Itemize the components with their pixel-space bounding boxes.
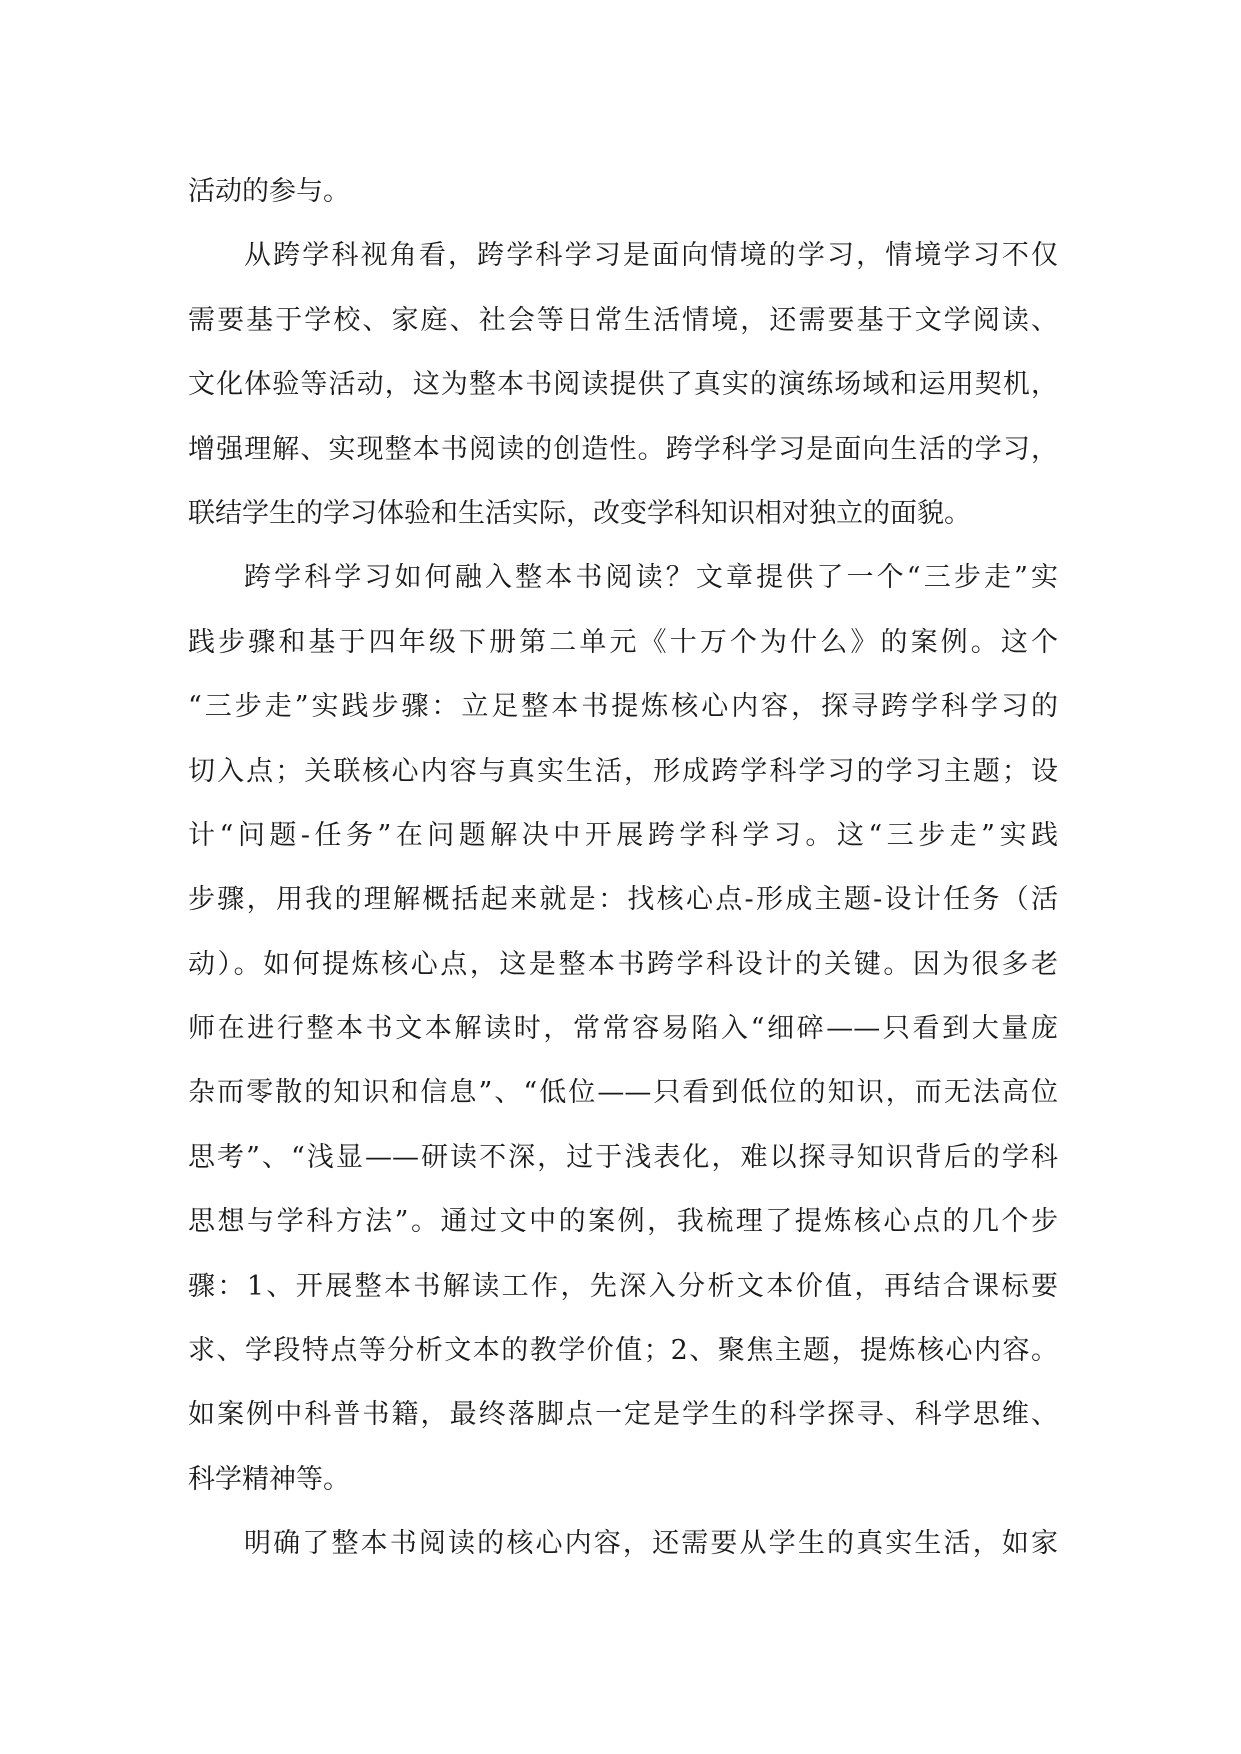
text-line: 动）。如何提炼核心点，这是整本书跨学科设计的关键。因为很多老	[188, 948, 1058, 980]
text-line: 明确了整本书阅读的核心内容，还需要从学生的真实生活，如家	[244, 1528, 1058, 1560]
text-line: 杂而零散的知识和信息”、“低位——只看到低位的知识，而无法高位	[188, 1077, 1058, 1109]
text-line: 如案例中科普书籍，最终落脚点一定是学生的科学探寻、科学思维、	[188, 1399, 1058, 1431]
text-line: 计“问题-任务”在问题解决中开展跨学科学习。这“三步走”实践	[188, 819, 1058, 851]
text-line: 践步骤和基于四年级下册第二单元《十万个为什么》的案例。这个	[188, 626, 1058, 658]
text-line: 活动的参与。	[188, 176, 350, 207]
text-line: 科学精神等。	[188, 1463, 350, 1495]
text-line: 从跨学科视角看，跨学科学习是面向情境的学习，情境学习不仅	[244, 240, 1058, 272]
text-line: 文化体验等活动，这为整本书阅读提供了真实的演练场域和运用契机，	[188, 369, 1058, 401]
paragraph-3	[188, 546, 1058, 1512]
text-line: 需要基于学校、家庭、社会等日常生活情境，还需要基于文学阅读、	[188, 304, 1058, 336]
text-line: 切入点；关联核心内容与真实生活，形成跨学科学习的学习主题；设	[188, 755, 1058, 787]
text-line: 增强理解、实现整本书阅读的创造性。跨学科学习是面向生活的学习，	[188, 433, 1058, 465]
text-line: 思考”、“浅显——研读不深，过于浅表化，难以探寻知识背后的学科	[188, 1141, 1058, 1173]
text-line: 跨学科学习如何融入整本书阅读？文章提供了一个“三步走”实	[244, 562, 1058, 594]
text-line: 骤：1、开展整本书解读工作，先深入分析文本价值，再结合课标要	[188, 1270, 1058, 1302]
text-line: “三步走”实践步骤：立足整本书提炼核心内容，探寻跨学科学习的	[188, 691, 1058, 723]
text-line: 联结学生的学习体验和生活实际，改变学科知识相对独立的面貌。	[188, 497, 971, 529]
text-line: 思想与学科方法”。通过文中的案例，我梳理了提炼核心点的几个步	[188, 1206, 1058, 1238]
paragraph-1	[188, 160, 1058, 224]
document-body	[188, 160, 1058, 1577]
text-line: 步骤，用我的理解概括起来就是：找核心点-形成主题-设计任务（活	[188, 884, 1058, 916]
text-line: 师在进行整本书文本解读时，常常容易陷入“细碎——只看到大量庞	[188, 1013, 1058, 1045]
paragraph-2	[188, 224, 1058, 546]
text-line: 求、学段特点等分析文本的教学价值；2、聚焦主题，提炼核心内容。	[188, 1335, 1058, 1367]
paragraph-4	[188, 1512, 1058, 1576]
